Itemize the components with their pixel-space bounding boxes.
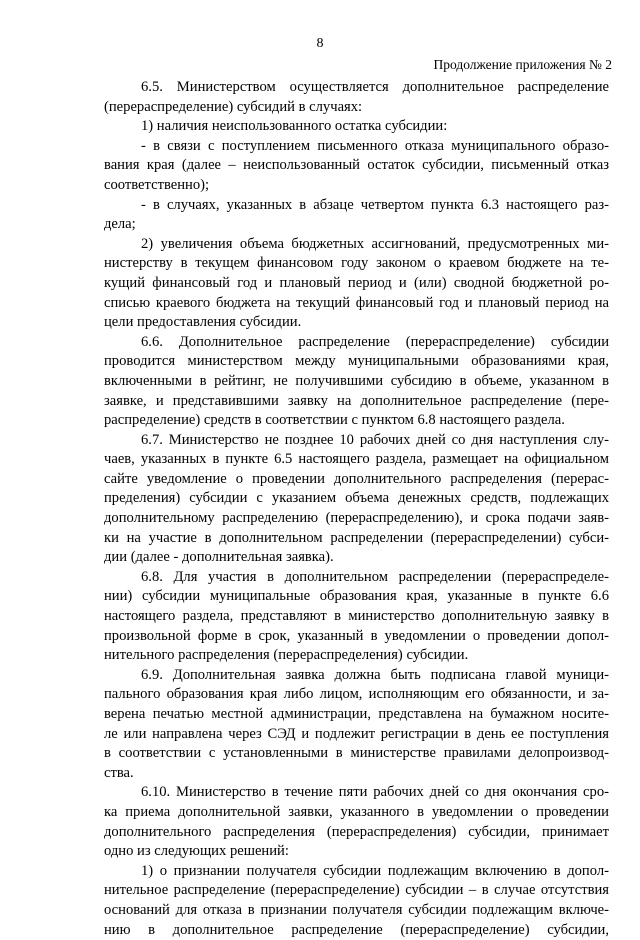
paragraph [104, 666, 609, 784]
paragraph [104, 333, 609, 431]
text-line: 6.7. Министерство не позднее 10 рабочих дней со дня наступления слу- [141, 431, 609, 448]
text-line: ки на участие в дополнительном распределении (перераспределении) субси- [104, 529, 609, 546]
text-line: оснований для отказа в признании получателя субсидии подлежащим включе- [104, 901, 609, 918]
text-line: нию в дополнительное распределение (перераспределение) субсидии, [104, 921, 609, 938]
paragraph [104, 431, 609, 568]
text-line: сайте уведомление о проведении дополнительного распределения (перерас- [104, 470, 609, 487]
text-line: 1) наличия неиспользованного остатка субсидии: [141, 118, 448, 135]
text-line: соответственно); [104, 176, 210, 193]
text-line: дополнительного распределения (перераспределения) субсидии, принимает [104, 823, 609, 840]
text-line: нии) субсидии муниципальные образования края, указанные в пункте 6.6 [104, 588, 609, 605]
text-line: 6.6. Дополнительное распределение (перераспределение) субсидии [141, 333, 609, 350]
text-line: списью краевого бюджета на текущий финансовый год и плановый период на [104, 294, 609, 311]
text-line: 1) о признании получателя субсидии подлежащим включению в допол- [141, 862, 609, 879]
text-line: пального образования края либо лицом, исполняющим его обязанности, и за- [104, 686, 609, 703]
text-line: вания края (далее – неиспользованный остаток субсидии, письменный отказ [104, 157, 609, 174]
text-line: 6.10. Министерство в течение пяти рабочих дней со дня окончания сро- [141, 784, 609, 801]
text-line: верена печатью местной администрации, представлена на бумажном носите- [104, 706, 609, 722]
text-line: ка приема дополнительной заявки, указанного в уведомлении о проведении [104, 803, 609, 820]
text-line: (перераспределение) субсидий в случаях: [104, 98, 363, 115]
text-line: пределения) субсидии с указанием объема денежных средств, подлежащих [104, 490, 609, 507]
appendix-continuation-note: Продолжение приложения № 2 [433, 57, 612, 72]
text-line: произвольной форме в срок, указанный в уведомлении о проведении допол- [104, 627, 609, 644]
paragraph [104, 568, 609, 666]
text-line: дела; [104, 216, 136, 233]
paragraph [104, 137, 609, 196]
text-line: включенными в рейтинг, не получившими субсидию в объеме, указанном в [104, 372, 609, 389]
text-line: - в связи с поступлением письменного отказа муниципального образо- [141, 137, 609, 154]
text-line: распределение) средств в соответствии с пунктом 6.8 настоящего раздела. [104, 412, 565, 429]
text-line: проводится министерством между муниципальными образованиями края, [104, 353, 609, 370]
paragraph [104, 235, 609, 333]
text-line: 6.9. Дополнительная заявка должна быть подписана главой муници- [141, 666, 609, 683]
text-line: нительного распределения (перераспределения) субсидии. [104, 647, 469, 664]
paragraph [104, 783, 609, 861]
text-line: 2) увеличения объема бюджетных ассигнований, предусмотренных ми- [141, 235, 609, 252]
text-line: кущий финансовый год и плановый период и (или) сводной бюджетной ро- [104, 274, 609, 291]
text-line: настоящего раздела, представляют в министерство дополнительную заявку в [104, 608, 609, 625]
text-line: одно из следующих решений: [104, 843, 289, 860]
text-line: нительное распределение (перераспределение) субсидии – в случае отсутствия [104, 882, 609, 899]
text-line: в соответствии с установленными в министерстве правилами делопроизвод- [104, 745, 609, 762]
text-line: заявке, и представившими заявку на дополнительное распределение (пере- [104, 392, 609, 409]
paragraph [104, 78, 609, 117]
text-line: дии (далее - дополнительная заявка). [104, 549, 334, 566]
text-line: ства. [104, 764, 134, 781]
text-line: цели предоставления субсидии. [104, 314, 302, 331]
text-line: дополнительному распределению (перераспределению), и срока подачи заяв- [104, 510, 609, 527]
text-line: ле или направлена через СЭД и подлежит регистрации в день ее поступления [104, 725, 609, 742]
text-line: - в случаях, указанных в абзаце четвертом пункта 6.3 настоящего раз- [141, 196, 609, 213]
text-line: нистерству в текущем финансовом году законом о краевом бюджете на те- [104, 255, 609, 272]
text-line: 6.8. Для участия в дополнительном распределении (перераспределе- [141, 568, 609, 585]
paragraph [104, 117, 609, 137]
text-line: 6.5. Министерством осуществляется дополнительное распределение [141, 79, 609, 95]
text-line: чаев, указанных в пункте 6.5 настоящего раздела, размещает на официальном [104, 451, 609, 468]
paragraph [104, 862, 609, 940]
body-text [104, 78, 609, 940]
page-number: 8 [316, 36, 324, 51]
paragraph [104, 196, 609, 235]
